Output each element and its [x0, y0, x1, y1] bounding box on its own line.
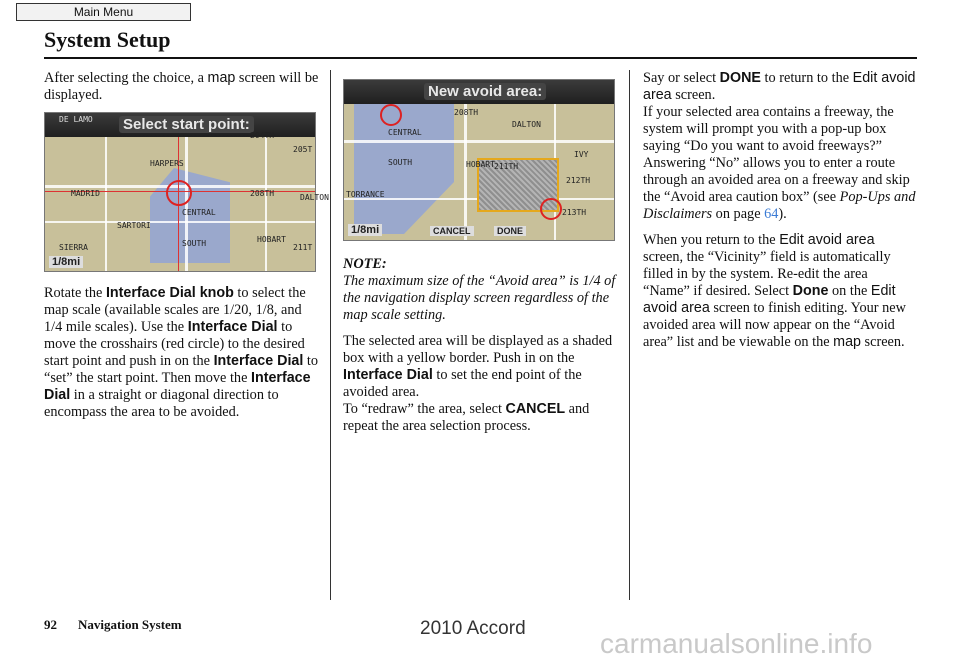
interface-dial-knob-term: Interface Dial knob: [105, 285, 234, 301]
column-divider: [629, 70, 630, 600]
cancel-button[interactable]: CANCEL: [430, 226, 474, 236]
new-avoid-area-label: New avoid area:: [424, 83, 546, 100]
left-paragraph-1: After selecting the choice, a map screen will be displayed.: [44, 70, 319, 103]
page-title: System Setup: [44, 27, 171, 52]
left-paragraph-2: Rotate the Interface Dial knob to select the map scale (available scales are 1/20, 1/8, and 1/4 mile scales). Use the Interface Dial to move the crosshairs (red circle) to the desired start point and push in on the Interface Dial to “set” the start point. Then move the Interface Dial in a straight or diagonal direction to encompass the area to be avoided.: [44, 285, 319, 420]
title-rule: [44, 57, 917, 59]
right-paragraph-3: When you return to the Edit avoid area screen, the “Vicinity” field is automatically filled in by the system. Re-edit the area “Name” if desired. Select Done on the Edit avoid area screen to finish editing. Your new avoided area will now appear on the “Avoid area” list and be viewable on the map screen.: [643, 232, 906, 350]
edit-avoid-area-term: Edit avoid area: [643, 70, 916, 103]
map-new-avoid-area: New avoid area: 208TH DALTON CENTRAL SOUTH IVY 211TH 212TH TORRANCE HOBART 213TH 1/8mi CANCEL DONE: [343, 79, 615, 241]
note-heading: NOTE:: [343, 256, 387, 272]
right-column: [643, 70, 918, 351]
left-column-body: [44, 285, 319, 421]
middle-column: [343, 256, 619, 435]
map-term: map: [833, 334, 861, 350]
middle-paragraph-2: To “redraw” the area, select CANCEL and repeat the area selection process.: [343, 401, 590, 434]
interface-dial-term: Interface Dial: [343, 367, 433, 383]
done-term: DONE: [719, 70, 761, 86]
column-divider: [330, 70, 331, 600]
interface-dial-term: Interface Dial: [187, 319, 278, 335]
section-name: Navigation System: [78, 617, 182, 632]
page-number: 92: [44, 617, 57, 632]
note-text: The maximum size of the “Avoid area” is 1/4 of the navigation display screen regardless of the map scale setting.: [343, 273, 616, 323]
edit-avoid-area-term: Edit avoid area: [643, 283, 896, 316]
interface-dial-term: Interface Dial: [44, 370, 311, 403]
main-menu-button[interactable]: Main Menu: [16, 3, 191, 21]
site-watermark: carmanualsonline.info: [600, 628, 873, 659]
cross-reference: Pop-Ups and Disclaimers: [643, 189, 916, 222]
left-column: [44, 70, 319, 104]
map-select-start-point: Select start point: DE LAMO 204TH 205T HARPERS 208TH MADRID SARTORI CENTRAL SOUTH SIERRA HOBART 211T DALTON 1/8mi: [44, 112, 316, 272]
done-button[interactable]: DONE: [494, 226, 526, 236]
map-scale-indicator: 1/8mi: [348, 224, 382, 236]
edit-avoid-area-term: Edit avoid area: [779, 232, 875, 248]
middle-paragraph-1: The selected area will be displayed as a shaded box with a yellow border. Push in on the Interface Dial to set the end point of the avoided area.: [343, 333, 613, 400]
interface-dial-term: Interface Dial: [213, 353, 304, 369]
right-paragraph-1: Say or select DONE to return to the Edit avoid area screen.: [643, 70, 916, 103]
map-term: map: [207, 70, 236, 86]
right-paragraph-2: If your selected area contains a freeway, the system will prompt you with a pop-up box saying “Do you want to avoid freeways?” Answering “No” allows you to enter a route through an avoided area on a freeway and skip the “Avoid area caution box” (see Pop-Ups and Disclaimers on page 64).: [643, 104, 916, 222]
page-link[interactable]: 64: [764, 206, 779, 222]
cancel-term: CANCEL: [505, 401, 566, 417]
done-term: Done: [792, 283, 829, 299]
select-start-point-label: Select start point:: [119, 116, 254, 133]
map-scale-indicator: 1/8mi: [49, 256, 83, 268]
watermark: 2010 Accord: [420, 618, 526, 639]
